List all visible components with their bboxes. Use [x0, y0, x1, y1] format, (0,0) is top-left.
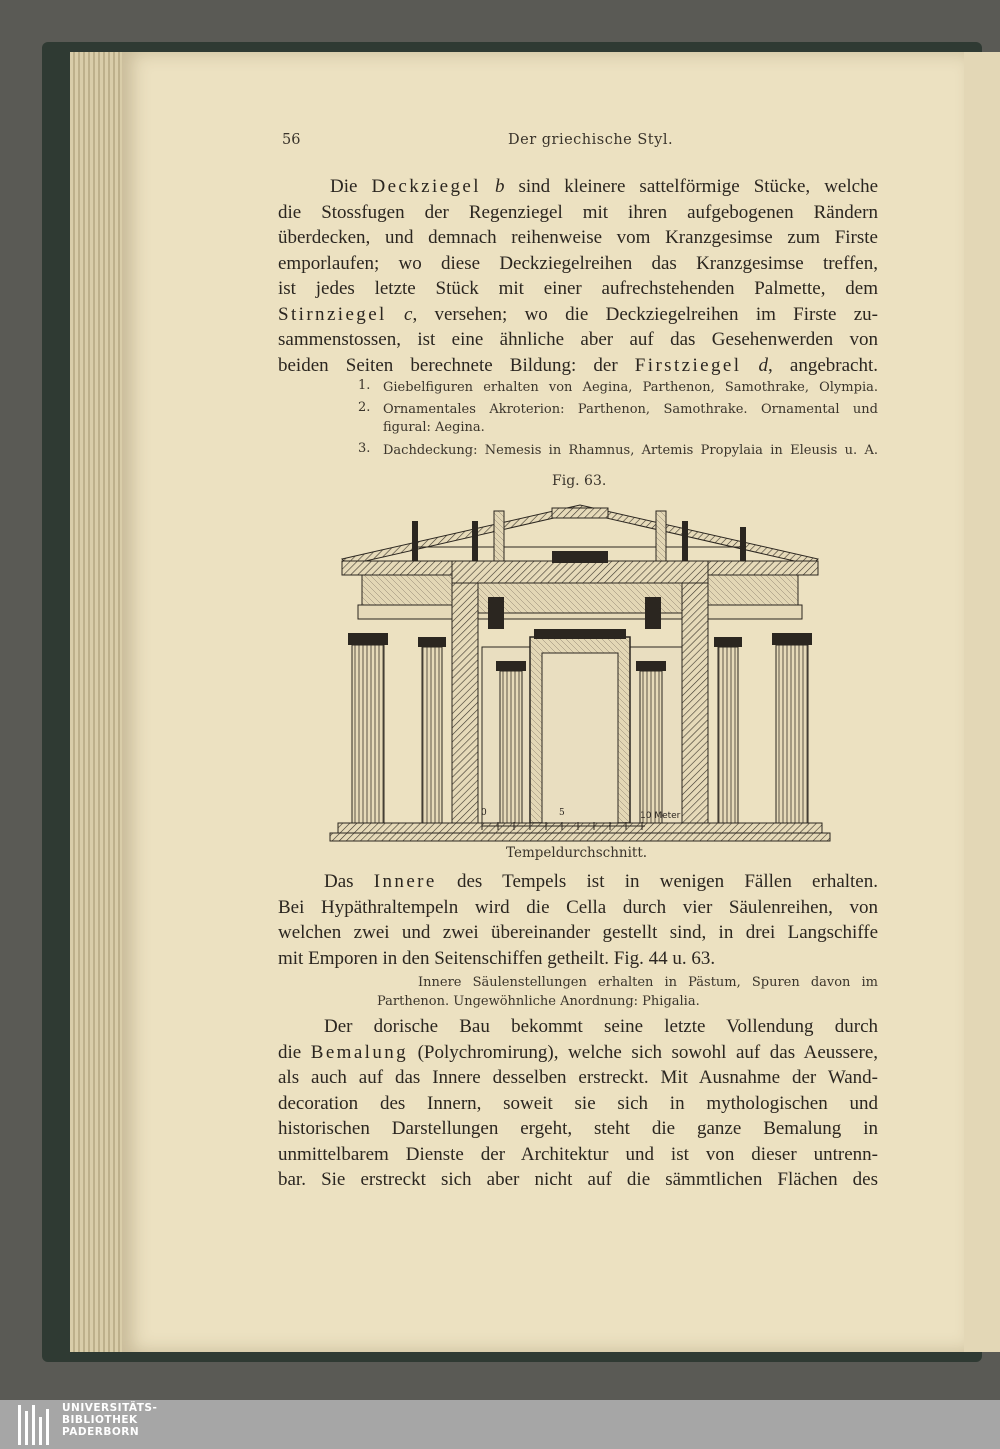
text-line: die Stossfugen der Regenziegel mit ihren aufgebogenen Rändern [278, 201, 878, 223]
cella-doorway [530, 629, 630, 823]
text-line: als auch auf das Innere desselben erstreckt. Mit Ausnahme der Wand- [278, 1067, 878, 1088]
running-title: Der griechische Styl. [508, 132, 674, 148]
text-line: Die Deckziegel b sind kleinere sattelförmige Stücke, welche [330, 176, 878, 197]
library-name-line: BIBLIOTHEK [62, 1414, 138, 1426]
text-line: welchen zwei und zwei übereinander gestellt sind, in drei Langschiffe [278, 922, 878, 943]
library-name [62, 1402, 157, 1438]
text-line: emporlaufen; wo diese Deckziegelreihen das Kranzgesimse treffen, [278, 252, 878, 274]
text-line: historischen Darstellungen ergeht, steht die ganze Bemalung in [278, 1118, 878, 1139]
scale-ruler [480, 816, 652, 832]
text-line: die Bemalung (Polychromirung), welche sich sowohl auf das Aeussere, [278, 1041, 878, 1063]
next-page-edge [962, 52, 1000, 1352]
text-line: sammenstossen, ist eine ähnliche aber auf das Gesehenwerden von [278, 329, 878, 350]
library-name-line: UNIVERSITÄTS- [62, 1402, 158, 1414]
note-number: 1. [358, 378, 371, 393]
note-number: 2. [358, 400, 371, 415]
text-line: Das Innere des Tempels ist in wenigen Fällen erhalten. [324, 871, 878, 892]
note-text: Dachdeckung: Nemesis in Rhamnus, Artemis Propylaia in Eleusis u. A. [383, 443, 878, 458]
library-logo-icon [14, 1403, 54, 1447]
text-line: unmittelbarem Dienste der Architektur und ist von dieser untrenn- [278, 1143, 878, 1165]
library-name-line: PADERBORN [62, 1426, 140, 1438]
book-page [122, 52, 964, 1352]
text-line: bar. Sie erstreckt sich aber nicht auf die sämmtlichen Flächen des [278, 1169, 878, 1190]
text-line: ist jedes letzte Stück mit einer aufrechstehenden Palmette, dem [278, 278, 878, 299]
scale-label-end: 10 Meter [640, 811, 681, 821]
note-text: figural: Aegina. [383, 420, 485, 435]
text-line: Der dorische Bau bekommt seine letzte Vollendung durch [324, 1016, 878, 1037]
note-text: Parthenon. Ungewöhnliche Anordnung: Phigalia. [377, 994, 700, 1009]
text-line: mit Emporen in den Seitenschiffen getheilt. Fig. 44 u. 63. [278, 947, 716, 969]
scale-label-start: 0 [481, 808, 487, 818]
text-line: Bei Hypäthraltempeln wird die Cella durch vier Säulenreihen, von [278, 896, 878, 918]
note-text: Ornamentales Akroterion: Parthenon, Samothrake. Ornamental und [383, 402, 878, 417]
note-number: 3. [358, 441, 371, 456]
page-edges [70, 52, 130, 1352]
text-line: decoration des Innern, soweit sie sich in mythologischen und [278, 1092, 878, 1114]
text-line: überdecken, und demnach reihenweise vom Kranzgesimse zum Firste [278, 227, 878, 248]
text-line: beiden Seiten berechnete Bildung: der Firstziegel d, angebracht. [278, 354, 878, 376]
figure-label: Fig. 63. [552, 473, 607, 489]
note-text: Giebelfiguren erhalten von Aegina, Parthenon, Samothrake, Olympia. [383, 380, 878, 395]
text-line: Stirnziegel c, versehen; wo die Deckziegelreihen im Firste zu- [278, 303, 878, 325]
note-text: Innere Säulenstellungen erhalten in Pästum, Spuren davon im [418, 975, 878, 990]
page-number: 56 [282, 132, 301, 148]
scale-label-middle: 5 [559, 808, 565, 818]
figure-caption: Tempeldurchschnitt. [506, 845, 648, 861]
temple-section-drawing [322, 497, 832, 842]
